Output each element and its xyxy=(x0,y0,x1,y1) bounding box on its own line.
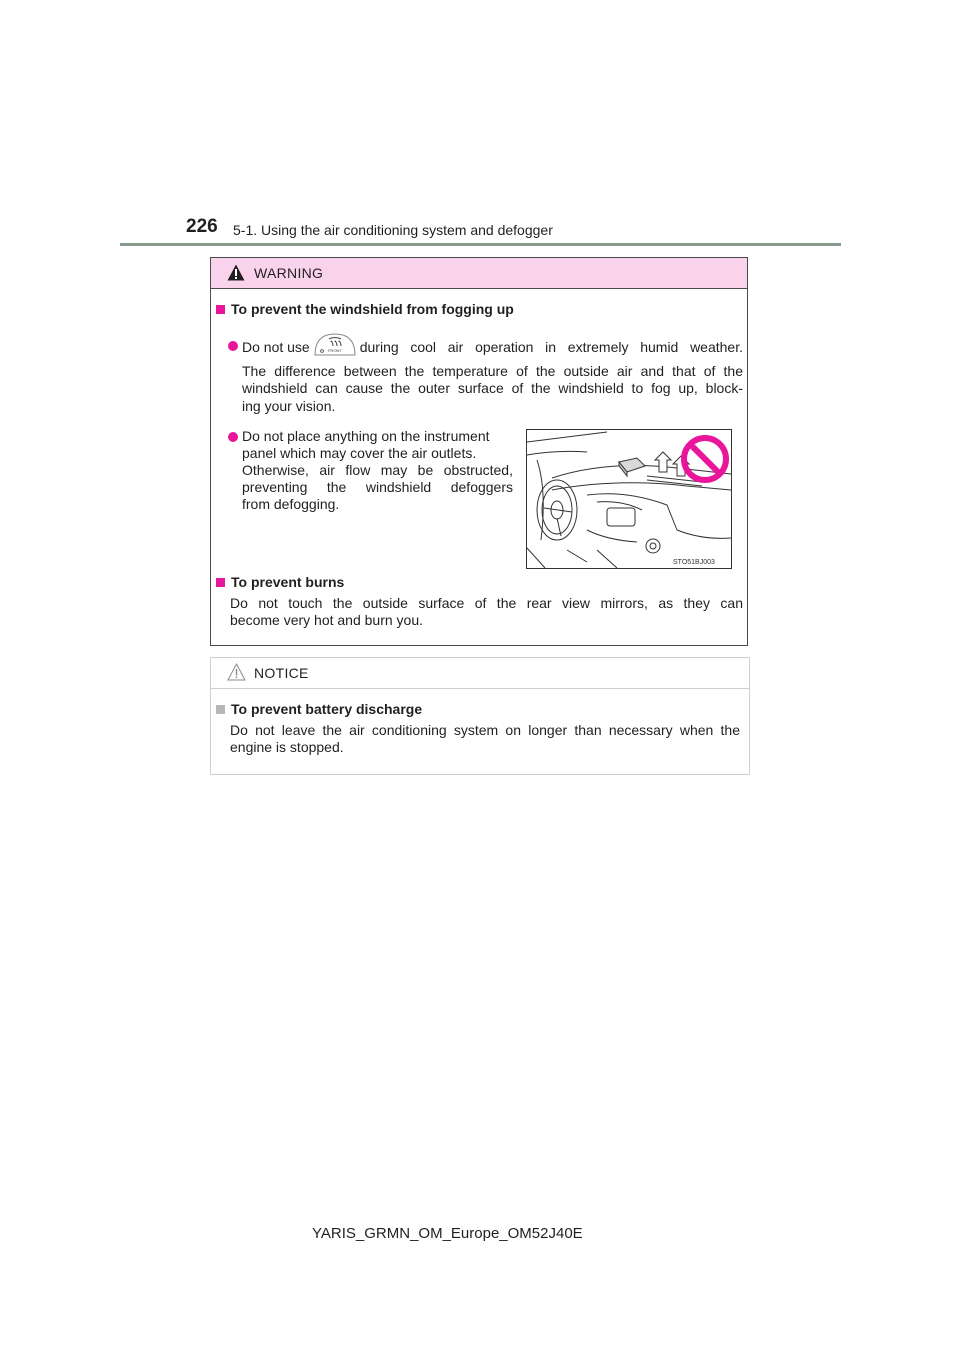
paragraph-line: become very hot and burn you. xyxy=(230,612,424,628)
paragraph-line: Do not leave the air conditioning system on longer than necessary when the xyxy=(230,722,740,738)
front-defogger-button-icon xyxy=(312,331,358,357)
paragraph-line: ing your vision. xyxy=(242,398,336,414)
bullet-line: preventing the windshield defoggers xyxy=(242,479,513,495)
dashboard-illustration xyxy=(526,429,732,569)
dashboard-obstruction-illustration xyxy=(527,430,731,568)
notice-box xyxy=(210,657,750,775)
section-heading-fogging: To prevent the windshield from fogging up xyxy=(231,301,514,317)
section-title: 5-1. Using the air conditioning system and defogger xyxy=(233,222,553,238)
bullet-line: from defogging. xyxy=(242,496,340,512)
image-code: STO51BJ003 xyxy=(673,559,715,566)
document-code: YARIS_GRMN_OM_Europe_OM52J40E xyxy=(312,1225,583,1242)
warning-title: WARNING xyxy=(254,265,324,281)
bullet-do-not-use xyxy=(242,337,743,357)
bullet-line: panel which may cover the air outlets. xyxy=(242,445,477,461)
notice-header xyxy=(211,658,749,689)
bullet-dot-icon xyxy=(228,432,238,442)
bullet-dot-icon xyxy=(228,341,238,351)
front-label: FRONT xyxy=(327,348,342,353)
section-marker-icon xyxy=(216,705,225,714)
bullet-text-pre: Do not use xyxy=(242,338,310,355)
bullet-line: Do not place anything on the instrument xyxy=(242,428,490,444)
paragraph-line: The difference between the temperature of the outside air and that of the xyxy=(242,363,743,379)
notice-triangle-icon xyxy=(227,663,246,681)
warning-triangle-icon xyxy=(227,264,245,281)
bullet-line: Otherwise, air flow may be obstructed, xyxy=(242,462,513,478)
paragraph-line: Do not touch the outside surface of the rear view mirrors, as they can xyxy=(230,595,743,611)
notice-title: NOTICE xyxy=(254,665,309,681)
section-heading-battery: To prevent battery discharge xyxy=(231,701,423,717)
paragraph-line: engine is stopped. xyxy=(230,739,344,755)
bullet-text-post: during cool air operation in extremely humid weather. xyxy=(359,338,743,355)
page-number: 226 xyxy=(186,216,218,237)
section-heading-burns: To prevent burns xyxy=(231,574,345,590)
paragraph-line: windshield can cause the outer surface of the windshield to fog up, block- xyxy=(242,380,743,396)
header-rule xyxy=(120,243,841,246)
warning-header xyxy=(211,258,747,289)
section-marker-icon xyxy=(216,305,225,314)
section-marker-icon xyxy=(216,578,225,587)
warning-box xyxy=(210,257,748,646)
